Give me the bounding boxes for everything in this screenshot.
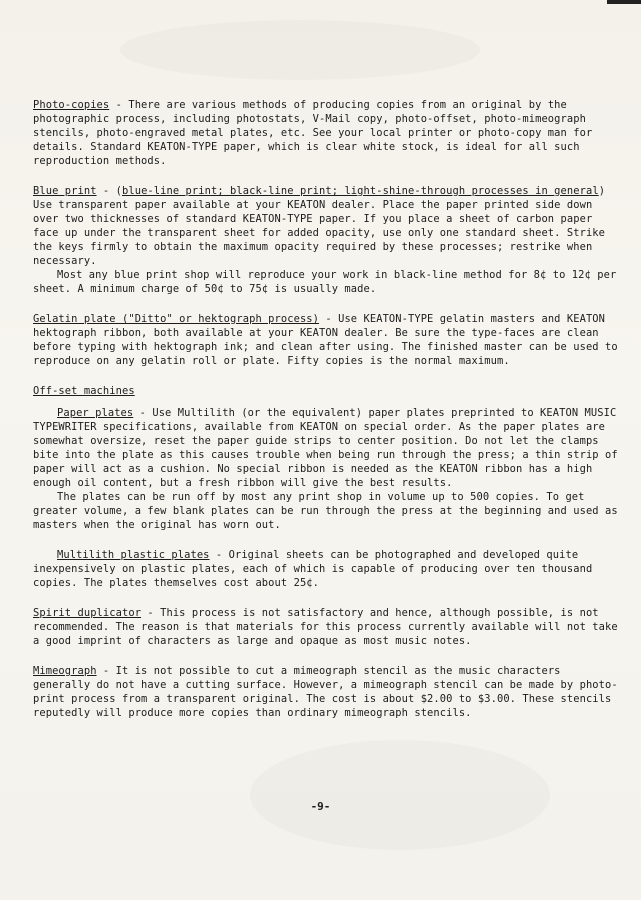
paragraph-blue-print-cost: Most any blue print shop will reproduce your work in black-line method for 8¢ to 12¢ per sheet. A minimum charge of 50¢ to 75¢ is usually made. xyxy=(33,269,617,295)
paragraph-text: - There are various methods of producing copies from an original by the photographic process, including photostats, V-Mail copy, photo-offset, photo-mimeograph stencils, photo-engraved metal plates, etc. See your local printer or photo-copy man for details. Standard KEATON-TYPE paper, which is clear white stock, is ideal for all such reproduction methods. xyxy=(33,99,593,167)
paragraph-paper-plates-volume: The plates can be run off by most any print shop in volume up to 500 copies. To get greater volume, a few blank plates can be run through the press at the beginning and used as masters when the original has worn out. xyxy=(33,491,618,531)
paragraph-gelatin-plate xyxy=(33,312,618,368)
paragraph-text: ) Use transparent paper available at your KEATON dealer. Place the paper printed side down over two thicknesses of standard KEATON-TYPE paper. If you place a sheet of carbon paper face up under the transparent sheet for added opacity, use only one standard sheet. Strike the keys firmly to obtain the maximum opacity required by these processes; restrike when necessary. xyxy=(33,185,606,267)
page-number: -9- xyxy=(310,800,331,813)
paragraph-text: - This process is not satisfactory and hence, although possible, is not recommended. The reason is that materials for this process currently available will not take a good imprint of characters as large and opaque as most music notes. xyxy=(33,607,618,647)
heading-photo-copies: Photo-copies xyxy=(33,99,110,111)
paragraph-blue-print xyxy=(33,184,618,268)
paragraph-mimeograph xyxy=(33,664,618,720)
heading-gelatin-plate: Gelatin plate ("Ditto" or hektograph process) xyxy=(33,313,320,325)
heading-paper-plates: Paper plates xyxy=(57,407,134,419)
smudge xyxy=(250,740,550,850)
heading-dash: - ( xyxy=(96,185,122,197)
paragraph-text: - It is not possible to cut a mimeograph stencil as the music characters generally do not have a cutting surface. However, a mimeograph stencil can be made by photo-print process from a transparent original. The cost is about $2.00 to $3.00. These stencils reputedly will produce more copies than ordinary mimeograph stencils. xyxy=(33,665,618,719)
subheading-blue-print: blue-line print; black-line print; light-shine-through processes in general xyxy=(122,185,599,197)
paragraph-paper-plates xyxy=(33,406,618,490)
heading-spirit-duplicator: Spirit duplicator xyxy=(33,607,142,619)
heading-plastic-plates: Multilith plastic plates xyxy=(57,549,210,561)
paragraph-plastic-plates xyxy=(33,548,618,590)
heading-mimeograph: Mimeograph xyxy=(33,665,97,677)
heading-offset-machines: Off-set machines xyxy=(33,385,135,397)
smudge xyxy=(120,20,480,80)
heading-blue-print: Blue print xyxy=(33,185,97,197)
paragraph-spirit-duplicator xyxy=(33,606,618,648)
page-content xyxy=(33,98,618,736)
paragraph-text: - Use KEATON-TYPE gelatin masters and KEATON hektograph ribbon, both available at your KEATON dealer. Be sure the type-faces are clean before typing with hektograph ink; and clean after using. The finished master can be used to reproduce on any gelatin roll or plate. Fifty copies is the normal maximum. xyxy=(33,313,618,367)
paragraph-text: - Original sheets can be photographed and developed quite inexpensively on plastic plates, each of which is capable of producing over ten thousand copies. The plates themselves cost about 25¢. xyxy=(33,549,593,589)
paragraph-photo-copies xyxy=(33,98,618,168)
paragraph-text: - Use Multilith (or the equivalent) paper plates preprinted to KEATON MUSIC TYPEWRITER specifications, available from KEATON on special order. As the paper plates are somewhat oversize, reset the paper guide strips to center position. Do not let the clamps bite into the plate as this causes trouble when being run through the press; a thin strip of paper will act as a cushion. No special ribbon is needed as the KEATON ribbon has a high enough oil content, but a fresh ribbon will give the best results. xyxy=(33,407,618,489)
edge-mark xyxy=(607,0,641,4)
